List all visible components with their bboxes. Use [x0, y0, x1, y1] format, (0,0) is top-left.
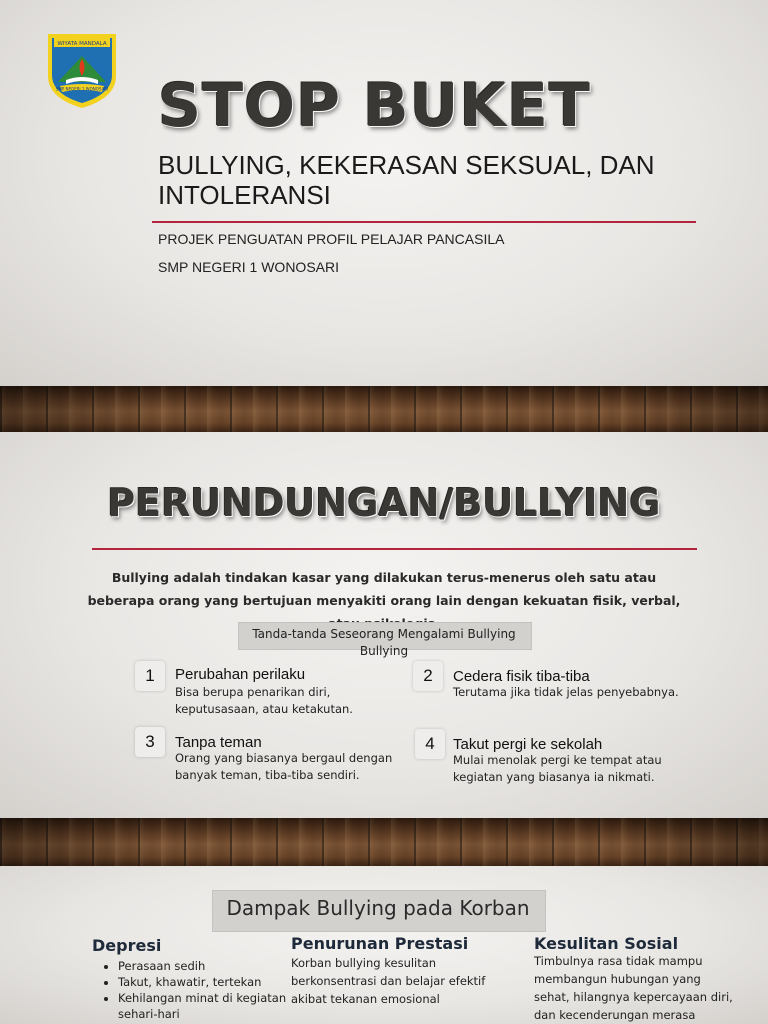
impact-heading-depresi: Depresi: [92, 936, 162, 955]
sign-number-2: 2: [413, 661, 443, 691]
sign-heading-1: Perubahan perilaku: [175, 666, 306, 683]
sign-desc-3: Orang yang biasanya bergaul dengan banyak teman, tiba-tiba sendiri.: [175, 751, 393, 782]
sign-desc-2: Terutama jika tidak jelas penyebabnya.: [453, 685, 679, 699]
list-item: • Perasaan sedih: [118, 958, 288, 974]
impact-heading-sosial: Kesulitan Sosial: [534, 934, 679, 953]
sosial-text: Timbulnya rasa tidak mampu membangun hubungan yang sehat, hilangnya kepercayaan diri, dan kecenderungan merasa: [534, 954, 733, 1022]
wood-floor: [0, 386, 768, 432]
sign-heading-4: Takut pergi ke sekolah: [453, 736, 603, 753]
logo-school-text: SMP NEGERI 1 WONOSARI: [55, 86, 109, 92]
sign-number-1: 1: [135, 661, 165, 691]
project-name: PROJEK PENGUATAN PROFIL PELAJAR PANCASILA: [158, 231, 505, 247]
impact-heading-prestasi: Penurunan Prestasi: [291, 934, 469, 953]
slide-subtitle: BULLYING, KEKERASAN SEKSUAL, DAN INTOLERANSI: [158, 150, 655, 210]
sign-number-4: 4: [415, 729, 445, 759]
section-title: PERUNDUNGAN/BULLYING: [107, 481, 661, 525]
bullying-definition: Bullying adalah tindakan kasar yang dilakukan terus-menerus oleh satu atau beberapa orang yang bertujuan menyakiti orang lain dengan kekuatan fisik, verbal,: [87, 570, 681, 608]
sign-desc-4: Mulai menolak pergi ke tempat atau kegiatan yang biasanya ia nikmati.: [453, 753, 662, 784]
slide-impact: [0, 866, 768, 1024]
divider-line: [152, 221, 696, 223]
divider-line: [92, 548, 697, 550]
sign-heading-3: Tanpa teman: [175, 734, 262, 751]
wood-floor: [0, 818, 768, 866]
sign-heading-2: Cedera fisik tiba-tiba: [453, 668, 590, 685]
slide-title-main: STOP BUKET: [158, 71, 591, 141]
slide-title: [0, 0, 768, 386]
list-item: • Takut, khawatir, tertekan: [118, 974, 288, 990]
sign-number-3: 3: [135, 727, 165, 757]
sign-desc-1: Bisa berupa penarikan diri, keputusasaan, atau ketakutan.: [175, 685, 353, 716]
impact-title: Dampak Bullying pada Korban: [226, 896, 530, 920]
school-logo: [46, 32, 118, 110]
list-item: • Kehilangan minat di kegiatan sehari-hari: [118, 990, 288, 1022]
depresi-list: [100, 958, 288, 1022]
logo-banner-text: WIYATA MANDALA: [57, 41, 107, 47]
signs-title: Tanda-tanda Seseorang Mengalami Bullying Bullying: [252, 627, 516, 658]
slide-bullying: [0, 432, 768, 818]
school-name: SMP NEGERI 1 WONOSARI: [158, 259, 339, 275]
prestasi-text: Korban bullying kesulitan berkonsentrasi dan belajar efektif akibat tekanan emosional: [291, 956, 486, 1006]
